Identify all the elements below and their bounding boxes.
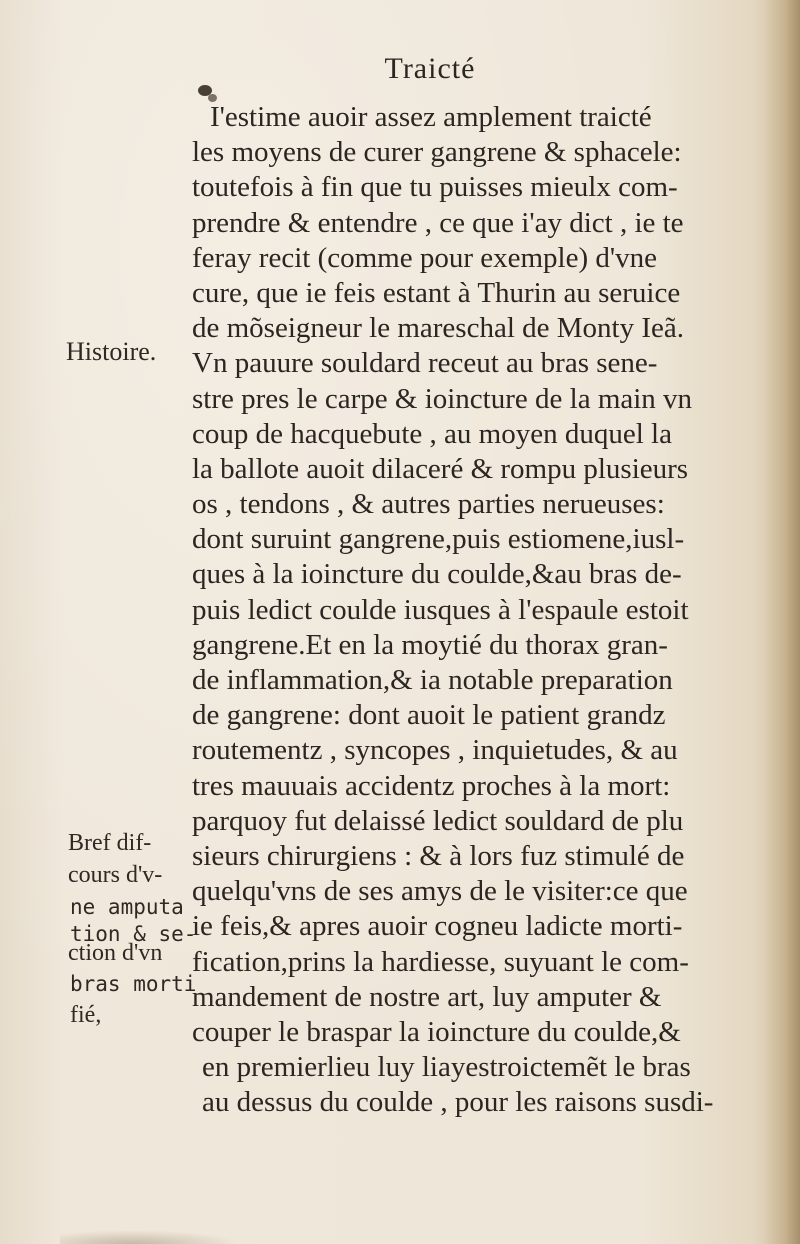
margin-note-histoire: Histoire. bbox=[66, 337, 157, 366]
text-line: tres mauuais accidentz proches à la mort: bbox=[192, 769, 671, 802]
text-line: Vn pauure souldard receut au bras sene- bbox=[192, 347, 658, 380]
text-line: les moyens de curer gangrene & sphacele: bbox=[192, 136, 682, 169]
margin-note-line: cours d'v- bbox=[68, 862, 163, 888]
margin-note-line: ction d'vn bbox=[68, 940, 163, 966]
text-line: de inflammation,& ia notable preparation bbox=[192, 664, 673, 696]
text-line: en premierlieu luy liayestroictemẽt le bras bbox=[202, 1051, 691, 1084]
text-line: os , tendons , & autres parties nerueuses: bbox=[192, 488, 665, 521]
text-line: ques à la ioincture du coulde,&au bras de- bbox=[192, 558, 682, 591]
text-line: prendre & entendre , ce que i'ay dict , ie te bbox=[192, 206, 684, 239]
text-line: sieurs chirurgiens : & à lors fuz stimulé de bbox=[192, 839, 685, 872]
text-line: puis ledict coulde iusques à l'espaule estoit bbox=[192, 593, 689, 626]
text-line: de gangrene: dont auoit le patient grandz bbox=[192, 699, 666, 732]
margin-note-line: ne amputa bbox=[70, 895, 184, 919]
margin-note-line: fié, bbox=[70, 1002, 102, 1028]
text-line: gangrene.Et en la moytié du thorax gran- bbox=[192, 628, 668, 661]
text-line: quelqu'vns de ses amys de le visiter:ce que bbox=[192, 875, 688, 908]
margin-note-line: Bref dif- bbox=[68, 830, 152, 856]
text-line: cure, que ie feis estant à Thurin au seruice bbox=[192, 276, 681, 309]
page-stain bbox=[60, 1230, 240, 1244]
text-line: fication,prins la hardiesse, suyuant le com- bbox=[192, 945, 689, 978]
text-line: au dessus du coulde , pour les raisons susdi- bbox=[202, 1086, 714, 1119]
text-line: ie feis,& apres auoir cogneu ladicte morti- bbox=[192, 910, 683, 943]
body-text bbox=[192, 100, 752, 1120]
text-line: feray recit (comme pour exemple) d'vne bbox=[192, 241, 657, 274]
text-line: I'estime auoir assez amplement traicté bbox=[210, 101, 652, 133]
page-edge-shadow bbox=[764, 0, 800, 1244]
text-line: de mõseigneur le mareschal de Monty Ieã. bbox=[192, 312, 685, 345]
text-line: toutefois à fin que tu puisses mieulx com- bbox=[192, 171, 678, 204]
margin-note-line: tion & se- bbox=[70, 922, 197, 946]
running-head bbox=[0, 52, 800, 86]
text-line: stre pres le carpe & ioincture de la main vn bbox=[192, 382, 693, 415]
text-line: coup de hacquebute , au moyen duquel la bbox=[192, 417, 672, 450]
text-line: mandement de nostre art, luy amputer & bbox=[192, 980, 662, 1013]
text-line: dont suruint gangrene,puis estiomene,iusl- bbox=[192, 523, 685, 556]
margin-note-line: bras morti bbox=[70, 972, 197, 996]
running-head-text: Traicté bbox=[384, 52, 476, 85]
text-line: la ballote auoit dilaceré & rompu plusieurs bbox=[192, 452, 689, 485]
text-line: routementz , syncopes , inquietudes, & au bbox=[192, 734, 678, 767]
text-line: parquoy fut delaissé ledict souldard de plu bbox=[192, 804, 684, 837]
text-line: couper le braspar la ioincture du coulde,& bbox=[192, 1015, 681, 1048]
